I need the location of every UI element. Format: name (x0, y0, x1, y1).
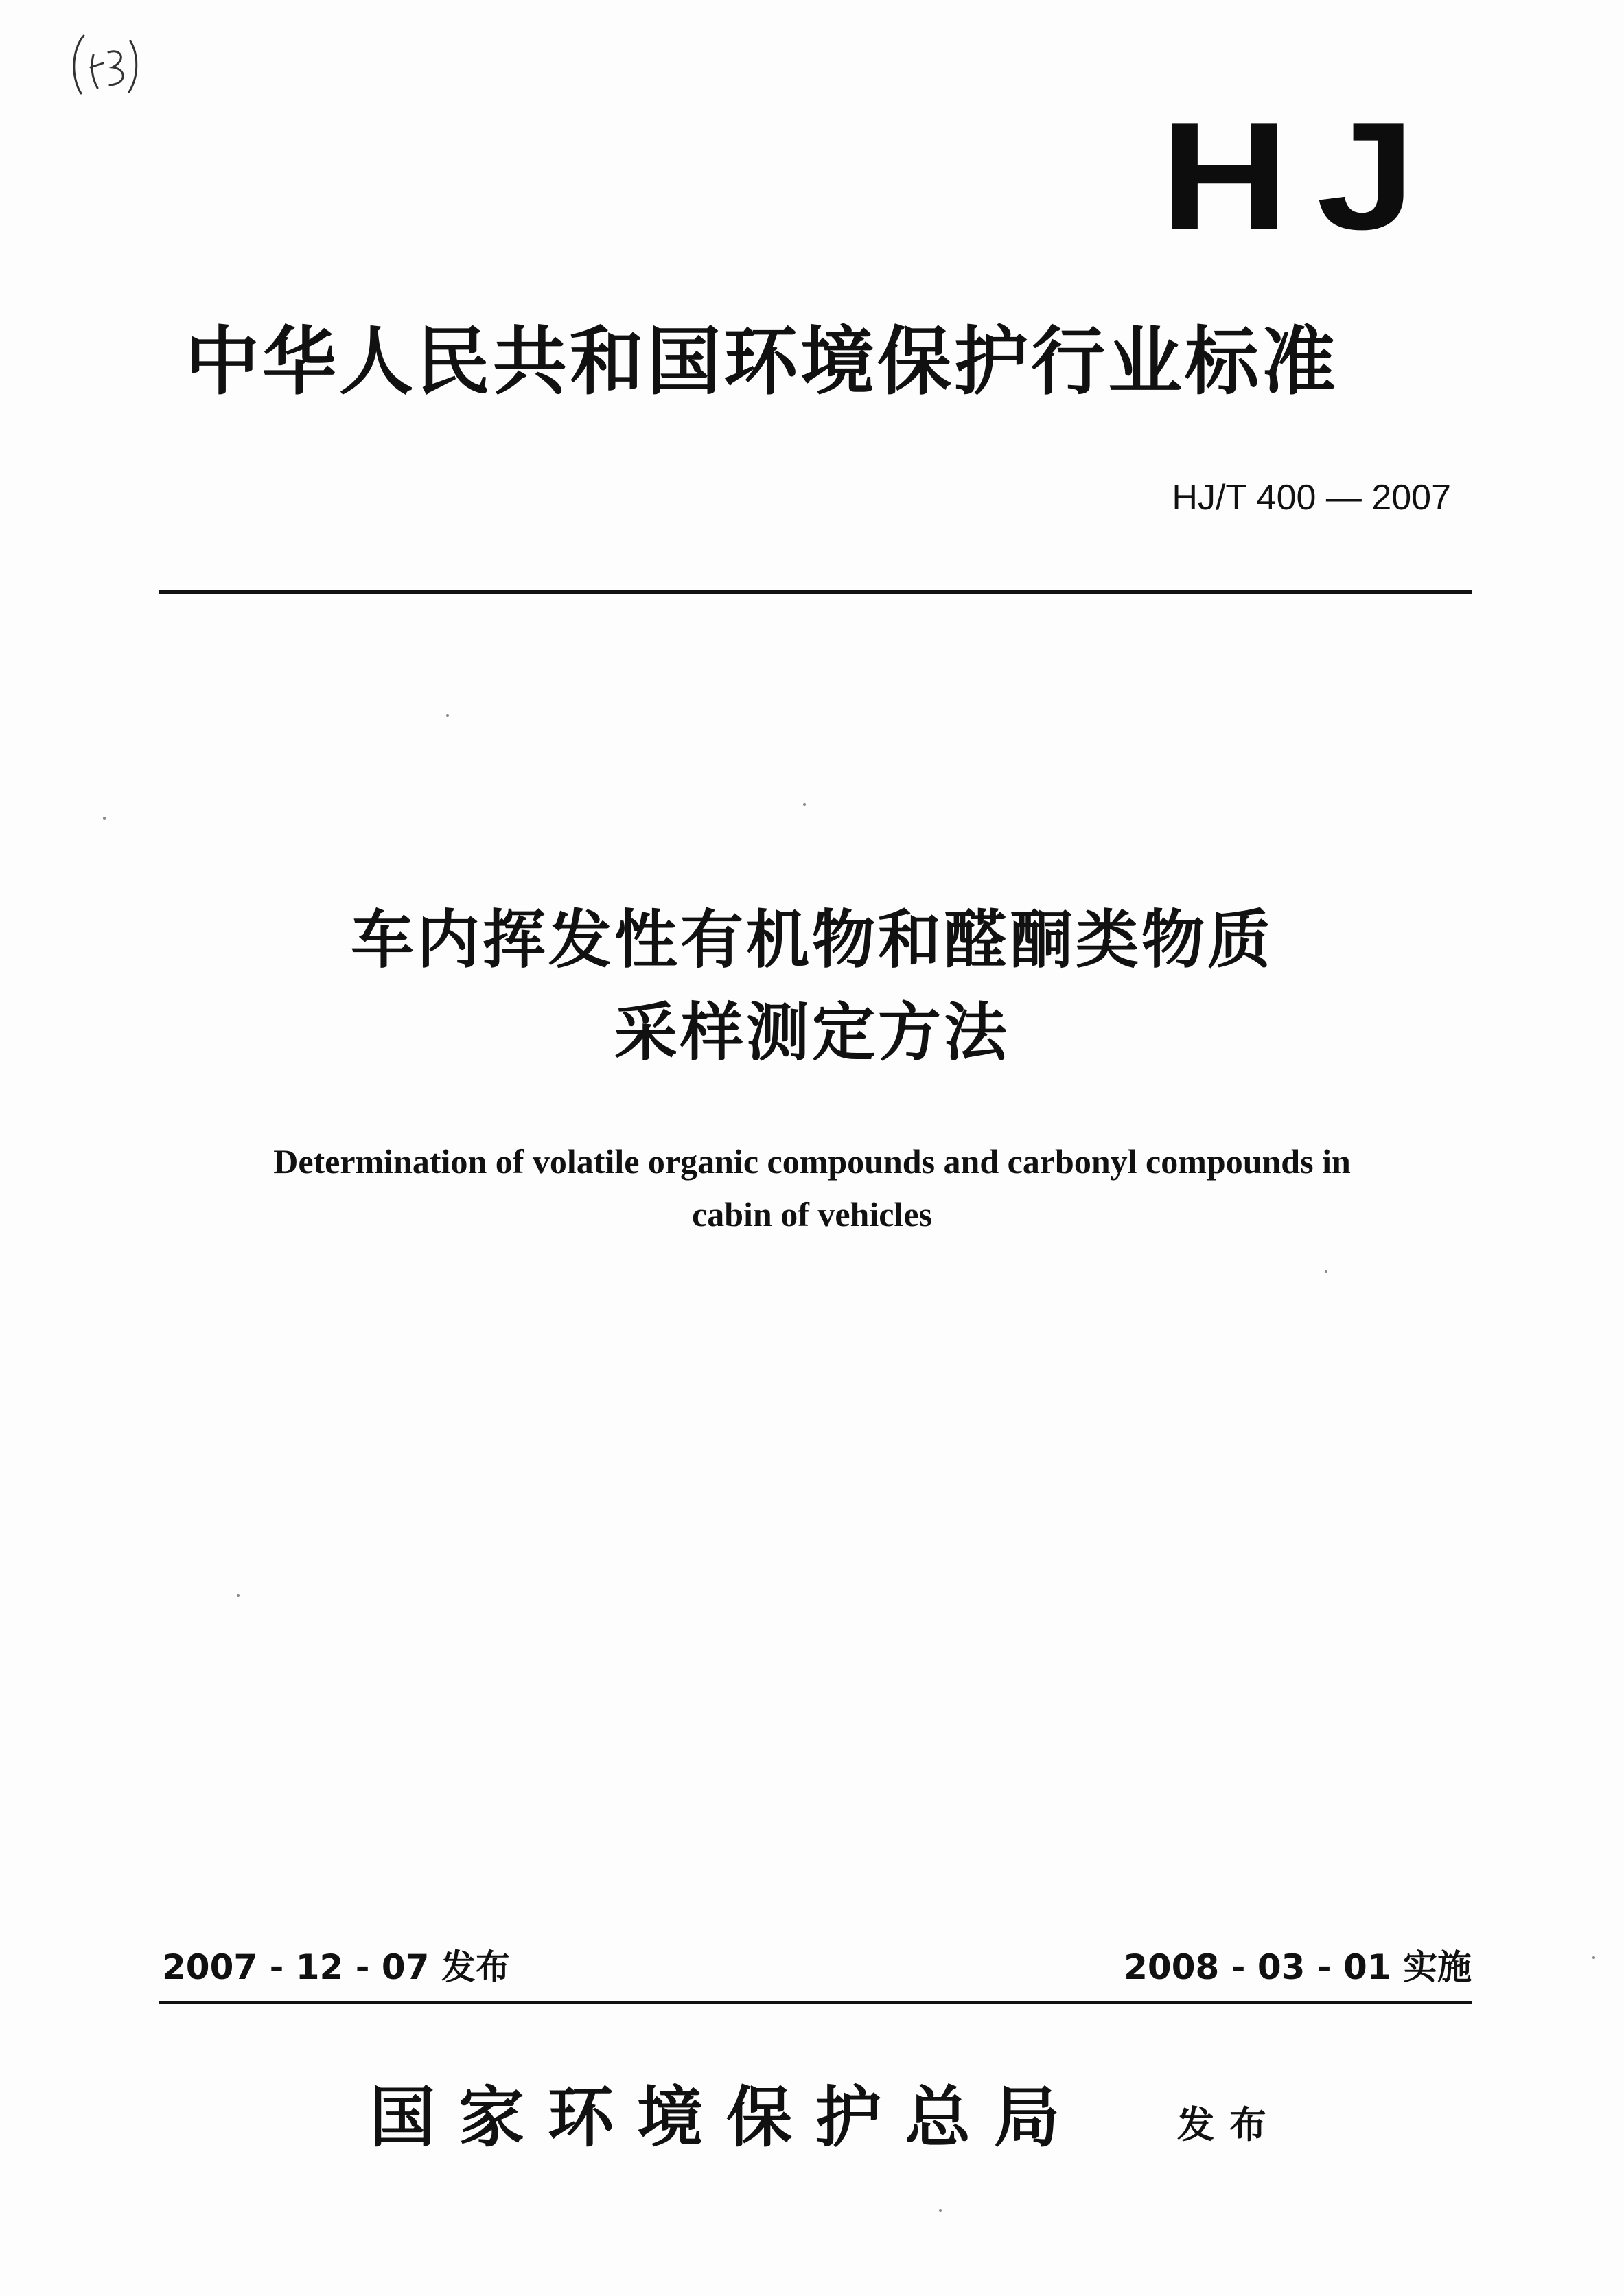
scan-speck (803, 803, 806, 806)
publish-label: 发布 (1177, 2102, 1281, 2146)
issue-date: 2007 - 12 - 07 发布 (162, 1947, 510, 1987)
scan-speck (237, 1594, 240, 1597)
implementation-date: 2008 - 03 - 01 实施 (1124, 1947, 1472, 1987)
header-divider (159, 590, 1472, 594)
handwritten-mark (63, 27, 146, 103)
scan-speck (1592, 1956, 1595, 1959)
scan-speck (446, 714, 449, 717)
standard-number: HJ/T 400 — 2007 (1172, 478, 1451, 518)
title-en-line1: Determination of volatile organic compounds and carbonyl compounds in (273, 1142, 1351, 1181)
scan-speck (103, 817, 106, 820)
title-zh-line2: 采样测定方法 (614, 996, 1010, 1069)
publisher-name: 国家环境保护总局 (369, 2078, 1083, 2156)
header-title: 中华人民共和国环境保护行业标准 (185, 319, 1339, 405)
title-zh-line1: 车内挥发性有机物和醛酮类物质 (350, 903, 1273, 977)
footer-divider (159, 2001, 1472, 2004)
title-en-line2: cabin of vehicles (692, 1195, 932, 1233)
scan-speck (939, 2209, 942, 2212)
hj-logo: HJ (1160, 91, 1443, 262)
scan-speck (1325, 1270, 1327, 1273)
